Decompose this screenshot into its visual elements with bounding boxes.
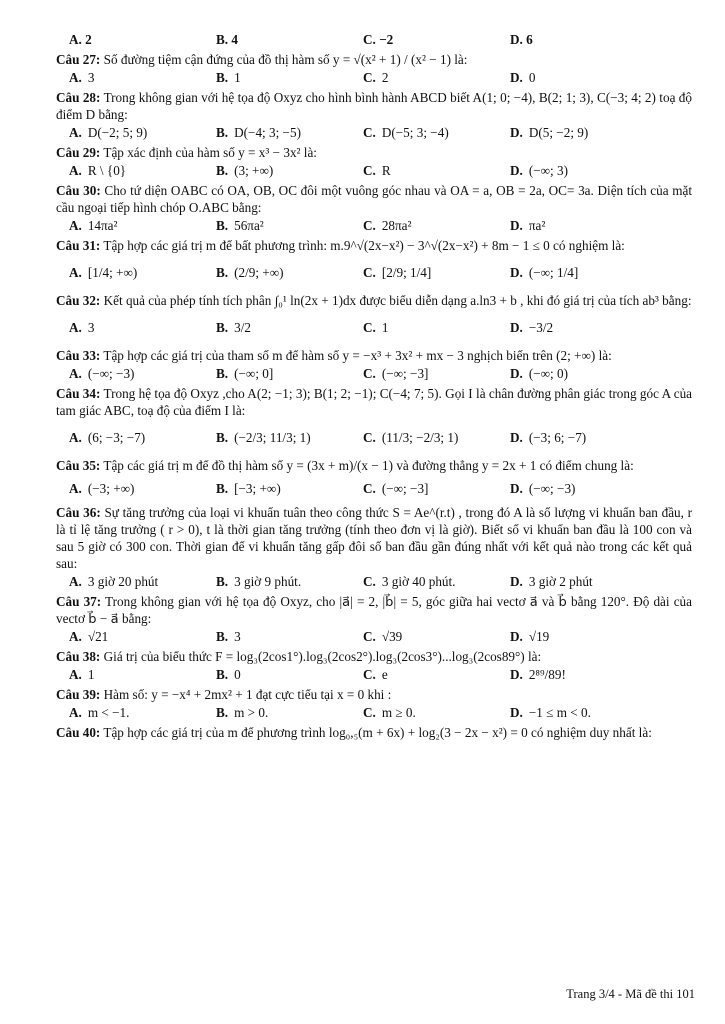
option-value: 3/2 [234,319,251,335]
option-value: [2/9; 1/4] [381,264,432,280]
option-value: (11/3; −2/3; 1) [381,429,459,445]
option-letter: B. [216,218,229,233]
answer-option [56,255,203,289]
option-letter: B. [216,163,229,178]
q26-option-b: B. 4 [216,32,238,47]
answer-option [203,310,350,344]
option-letter: B. [216,264,229,280]
answer-options [56,310,692,344]
answer-option [203,420,350,454]
answer-options [56,255,692,289]
option-letter: B. [216,667,229,682]
question-body: Số đường tiệm cận đứng của đồ thị hàm số y = √(x² + 1) / (x² − 1) là: [103,52,468,67]
question-body: Trong hệ tọa độ Oxyz ,cho A(2; −1; 3); B(1; 2; −1); C(−4; 7; 5). Gọi I là chân đường phân giác trong góc A của tam giác ABC, toạ độ của điểm I là: [56,386,693,418]
question-number: Câu 33: [56,348,101,363]
answer-option [497,666,644,683]
question-number: Câu 35: [56,458,101,473]
answer-options [56,704,692,721]
option-value: (−∞; 0) [528,366,569,381]
question-body: Trong không gian với hệ tọa độ Oxyz, cho |a⃗| = 2, |b⃗| = 5, góc giữa hai vectơ a⃗ và b⃗ bằng 120°. Độ dài của vectơ b⃗ − a⃗ bằng: [56,594,692,626]
question-body: Trong không gian với hệ tọa độ Oxyz cho hình bình hành ABCD biết A(1; 0; −4), B(2; 1; 3), C(−3; 4; 2) toạ độ điểm D bằng: [56,90,692,122]
answer-options [56,628,692,645]
answer-option [497,255,644,289]
option-value: 0 [528,70,536,85]
option-value: 0 [234,667,241,682]
answer-option [497,475,644,501]
answer-options [56,162,692,179]
option-value: (6; −3; −7) [87,429,146,445]
option-value: (−∞; 0] [234,366,274,381]
question [56,593,692,645]
answer-option [350,573,497,590]
question-text [56,686,692,703]
question-body: Tập hợp các giá trị của m để phương trình log₀,₅(m + 6x) + log₂(3 − 2x − x²) = 0 có nghiệm duy nhất là: [103,725,652,740]
option-letter: B. [216,429,229,445]
question [56,144,692,179]
option-value: 14πa² [87,218,118,233]
answer-option [350,310,497,344]
answer-option [203,69,350,86]
option-letter: C. [363,70,376,85]
option-value: D(−5; 3; −4) [381,125,449,140]
question-number: Câu 27: [56,52,101,67]
option-letter: B. [216,125,229,140]
option-letter: A. [69,480,82,496]
answer-option [497,69,644,86]
answer-option [56,704,203,721]
option-letter: C. [363,264,376,280]
question-list [56,51,692,741]
answer-option [350,255,497,289]
option-letter: D. [510,70,523,85]
question-text [56,593,692,627]
q26-option-c: C. −2 [363,32,394,47]
option-letter: C. [363,366,376,381]
option-letter: D. [510,574,523,589]
question-number: Câu 31: [56,238,101,253]
option-letter: A. [69,429,82,445]
question-number: Câu 37: [56,594,102,609]
option-value: [1/4; +∞) [87,264,138,280]
option-value: (−∞; −3) [87,366,135,381]
option-value: −3/2 [528,319,554,335]
option-letter: B. [216,629,229,644]
option-value: D(−4; 3; −5) [234,125,301,140]
answer-options [56,420,692,454]
option-letter: C. [363,218,376,233]
q26-option-d: D. 6 [510,32,533,47]
answer-option [56,69,203,86]
option-letter: C. [363,574,376,589]
option-value: √21 [87,629,109,644]
question [56,457,692,501]
answer-option [350,69,497,86]
answer-option [203,704,350,721]
answer-option [56,420,203,454]
option-letter: A. [69,667,82,682]
answer-option [497,573,644,590]
option-value: e [381,667,388,682]
answer-options [56,124,692,141]
answer-option [350,162,497,179]
option-value: (−∞; −3] [381,480,429,496]
option-value: (−3; 6; −7) [528,429,587,445]
question-number: Câu 30: [56,183,101,198]
question-number: Câu 34: [56,386,101,401]
question-body: Tập hợp các giá trị của tham số m để hàm số y = −x³ + 3x² + mx − 3 nghịch biến trên (2; +∞) là: [103,348,612,363]
option-letter: A. [69,70,82,85]
option-letter: B. [216,70,229,85]
question-text [56,292,692,309]
option-letter: C. [363,125,376,140]
option-value: √39 [381,629,403,644]
question-number: Câu 38: [56,649,101,664]
answer-option [497,365,644,382]
option-letter: B. [216,480,229,496]
option-letter: D. [510,366,523,381]
option-letter: A. [69,705,82,720]
answer-option [350,628,497,645]
answer-option [497,628,644,645]
answer-option [56,162,203,179]
option-letter: B. [216,319,229,335]
option-value: (−3; +∞) [87,480,135,496]
option-letter: D. [510,429,523,445]
question-text [56,648,692,665]
option-value: 3 [87,319,95,335]
question [56,237,692,289]
option-letter: D. [510,125,523,140]
answer-options [56,475,692,501]
answer-options [56,217,692,234]
answer-option [497,162,644,179]
option-letter: D. [510,480,523,496]
question-text [56,51,692,68]
option-letter: B. [216,366,229,381]
question-body: Sự tăng trưởng của loại vi khuẩn tuân theo công thức S = Ae^(r.t) , trong đó A là số lượng vi khuẩn ban đầu, r là tỉ lệ tăng trưởng ( r > 0), t là thời gian tăng trưởng (tính theo đơn vị là giờ). Biết số vi khuẩn ban đầu là 100 con và sau 5 giờ có 300 con. Thời gian để vi khuẩn tăng gấp đôi số ban đầu gần đúng nhất với kết quả nào trong các kết quả sau: [56,505,693,571]
option-value: m < −1. [87,705,130,720]
option-letter: A. [69,264,82,280]
option-letter: C. [363,705,376,720]
question [56,724,692,741]
answer-option [203,666,350,683]
question [56,686,692,721]
option-value: 3 giờ 2 phút [528,574,593,589]
question-number: Câu 32: [56,293,101,308]
answer-option [350,217,497,234]
question-number: Câu 40: [56,725,101,740]
answer-option [56,217,203,234]
option-letter: B. [216,574,229,589]
question-text [56,347,692,364]
question-body: Kết quả của phép tính tích phân ∫₀¹ ln(2x + 1)dx được biểu diễn dạng a.ln3 + b , khi đó giá trị của tích ab³ bằng: [103,293,692,308]
option-letter: A. [69,163,82,178]
answer-option [497,217,644,234]
answer-option [350,475,497,501]
question [56,504,692,590]
question-body: Tập các giá trị m để đồ thị hàm số y = (3x + m)/(x − 1) và đường thẳng y = 2x + 1 có điểm chung là: [103,458,634,473]
option-value: 1 [87,667,95,682]
answer-option [203,475,350,501]
option-value: (−∞; 1/4] [528,264,579,280]
option-value: (−∞; −3) [528,480,576,496]
option-letter: D. [510,163,523,178]
question [56,89,692,141]
option-value: (2/9; +∞) [234,264,284,280]
option-letter: C. [363,429,376,445]
answer-option [203,217,350,234]
option-letter: A. [69,218,82,233]
answer-option [350,365,497,382]
answer-option [497,420,644,454]
option-letter: D. [510,705,523,720]
question-text [56,504,692,572]
option-letter: D. [510,629,523,644]
option-value: 3 giờ 20 phút [87,574,159,589]
option-value: R \ {0} [87,163,127,178]
option-letter: D. [510,218,523,233]
answer-option [203,162,350,179]
answer-option [56,475,203,501]
question-body: Giá trị của biểu thức F = log₃(2cos1°).log₃(2cos2°).log₃(2cos3°)...log₃(2cos89°) là: [103,649,542,664]
question [56,292,692,344]
answer-option [56,628,203,645]
question-number: Câu 36: [56,505,101,520]
option-letter: B. [216,705,229,720]
question [56,385,692,454]
question-number: Câu 29: [56,145,101,160]
option-value: 2⁸⁹/89! [528,667,566,682]
answer-option [56,124,203,141]
q26-options [56,31,692,48]
question [56,648,692,683]
option-value: (3; +∞) [234,163,274,178]
exam-page [56,30,692,741]
question-text [56,237,692,254]
question-number: Câu 39: [56,687,101,702]
answer-option [350,124,497,141]
answer-options [56,69,692,86]
answer-option [203,255,350,289]
option-value: πa² [528,218,546,233]
answer-option [350,704,497,721]
answer-option [350,666,497,683]
question-text [56,182,692,216]
question-body: Hàm số: y = −x⁴ + 2mx² + 1 đạt cực tiểu tại x = 0 khi : [103,687,392,702]
option-value: m ≥ 0. [381,705,416,720]
option-value: 3 [87,70,95,85]
option-letter: A. [69,125,82,140]
option-value: D(5; −2; 9) [528,125,589,140]
answer-option [203,124,350,141]
question-text [56,144,692,161]
question-text [56,89,692,123]
option-value: 3 giờ 40 phút. [381,574,456,589]
option-value: 1 [381,319,389,335]
option-letter: C. [363,667,376,682]
option-letter: C. [363,480,376,496]
answer-options [56,573,692,590]
answer-option [56,573,203,590]
option-letter: D. [510,667,523,682]
option-value: (−∞; −3] [381,366,429,381]
answer-option [56,365,203,382]
page-footer: Trang 3/4 - Mã đề thi 101 [566,987,695,1001]
option-value: 56πa² [234,218,264,233]
option-letter: D. [510,264,523,280]
q26-option-a: A. 2 [69,32,92,47]
option-value: D(−2; 5; 9) [87,125,148,140]
answer-option [203,573,350,590]
answer-option [203,365,350,382]
option-letter: A. [69,366,82,381]
option-value: 3 [234,629,241,644]
option-letter: C. [363,319,376,335]
question-text [56,724,692,741]
option-letter: A. [69,629,82,644]
question-number: Câu 28: [56,90,101,105]
option-value: [−3; +∞) [234,480,281,496]
option-letter: C. [363,629,376,644]
option-value: (−2/3; 11/3; 1) [234,429,311,445]
question [56,51,692,86]
option-letter: C. [363,163,376,178]
option-letter: A. [69,574,82,589]
answer-option [497,124,644,141]
question-text [56,457,692,474]
option-value: 2 [381,70,389,85]
answer-option [56,666,203,683]
question-body: Cho tứ diện OABC có OA, OB, OC đôi một vuông góc nhau và OA = a, OB = 2a, OC= 3a. Diện tích của mặt cầu ngoại tiếp hình chóp O.ABC bằng: [56,183,693,215]
answer-option [350,420,497,454]
question [56,347,692,382]
answer-option [497,310,644,344]
answer-option [203,628,350,645]
answer-options [56,666,692,683]
option-value: 28πa² [381,218,412,233]
answer-option [497,704,644,721]
option-value: √19 [528,629,550,644]
question-body: Tập hợp các giá trị m để bất phương trình: m.9^√(2x−x²) − 3^√(2x−x²) + 8m − 1 ≤ 0 có nghiệm là: [103,238,625,253]
option-value: (−∞; 3) [528,163,569,178]
option-value: m > 0. [234,705,269,720]
option-value: R [381,163,391,178]
option-value: 1 [234,70,241,85]
answer-options [56,365,692,382]
answer-option [56,310,203,344]
option-value: 3 giờ 9 phút. [234,574,302,589]
question-text [56,385,692,419]
option-letter: D. [510,319,523,335]
option-letter: A. [69,319,82,335]
question-body: Tập xác định của hàm số y = x³ − 3x² là: [103,145,317,160]
option-value: −1 ≤ m < 0. [528,705,591,720]
question [56,182,692,234]
